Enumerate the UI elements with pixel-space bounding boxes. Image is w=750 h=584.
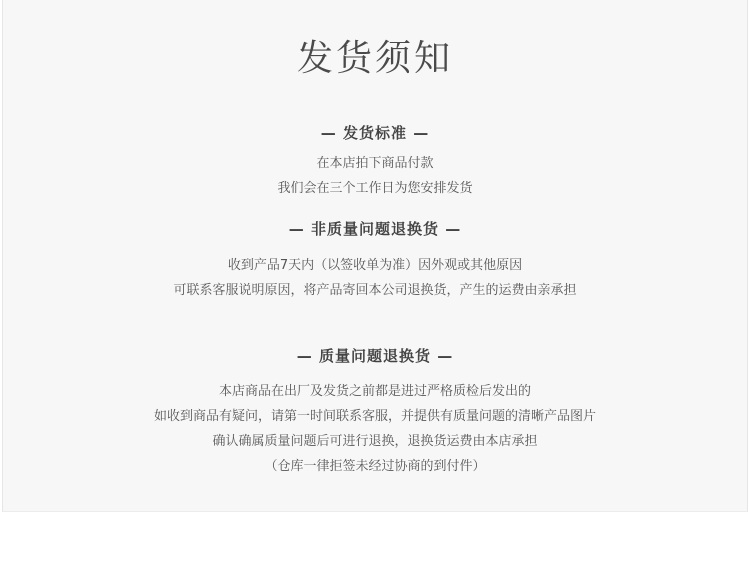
section-line: 在本店拍下商品付款 bbox=[316, 156, 434, 171]
section-line: 本店商品在出厂及发货之前都是进过严格质检后发出的 bbox=[218, 384, 531, 399]
section-line: 我们会在三个工作日为您安排发货 bbox=[277, 181, 473, 196]
page-title: 发货须知 bbox=[296, 38, 453, 79]
section-line: 收到产品7天内（以签收单为准）因外观或其他原因 bbox=[227, 258, 523, 273]
section-heading-shipping-standard: — 发货标准 — bbox=[320, 124, 430, 142]
section-heading-non-quality-returns: — 非质量问题退换货 — bbox=[288, 220, 462, 238]
section-line: （仓库一律拒签未经过协商的到付件） bbox=[264, 459, 486, 474]
notice-panel bbox=[2, 0, 748, 512]
section-line: 可联系客服说明原因，将产品寄回本公司退换货，产生的运费由亲承担 bbox=[173, 283, 577, 298]
section-heading-quality-returns: — 质量问题退换货 — bbox=[296, 347, 454, 365]
section-line: 如收到商品有疑问，请第一时间联系客服，并提供有质量问题的清晰产品图片 bbox=[153, 409, 596, 424]
section-line: 确认确属质量问题后可进行退换，退换货运费由本店承担 bbox=[212, 434, 538, 449]
